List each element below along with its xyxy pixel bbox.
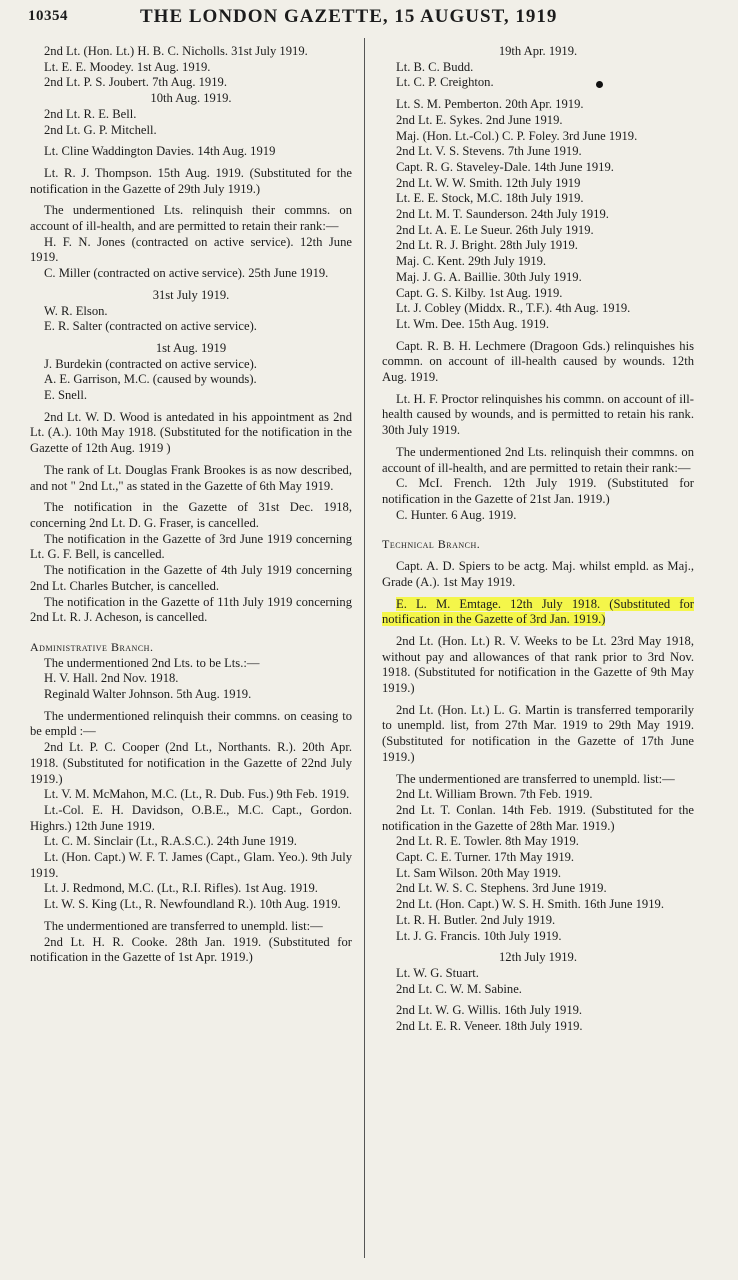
entry: Maj. (Hon. Lt.-Col.) C. P. Foley. 3rd June 1919. (396, 128, 638, 143)
notice: The undermentioned are transferred to unempld. list:— (396, 771, 675, 786)
notice: 2nd Lt. W. D. Wood is antedated in his appointment as 2nd Lt. (A.). 10th May 1918. (Substituted for the notification in the Gazette of 12th Aug. 1919 ) (30, 409, 352, 456)
notice: The notification in the Gazette of 31st Dec. 1918, concerning 2nd Lt. D. G. Fraser, is cancelled. (30, 500, 352, 530)
entry: Lt. J. G. Francis. 10th July 1919. (396, 928, 562, 943)
entry: Lt. E. E. Stock, M.C. 18th July 1919. (396, 191, 584, 206)
notice: The undermentioned 2nd Lts. to be Lts.:— (44, 655, 260, 670)
entry: 2nd Lt. A. E. Le Sueur. 26th July 1919. (396, 222, 594, 237)
entry: C. Hunter. 6 Aug. 1919. (396, 507, 517, 522)
entry: Lt. C. M. Sinclair (Lt., R.A.S.C.). 24th June 1919. (44, 834, 297, 849)
entry: H. V. Hall. 2nd Nov. 1918. (44, 671, 179, 686)
entry: 2nd Lt. H. R. Cooke. 28th Jan. 1919. (Substituted for notification in the Gazette of 1st Apr. 1919.) (30, 934, 352, 965)
date-heading: 12th July 1919. (498, 950, 578, 965)
entry: W. R. Elson. (44, 303, 108, 318)
notice: The notification in the Gazette of 11th July 1919 concerning 2nd Lt. R. J. Acheson, is cancelled. (30, 594, 352, 625)
page-header (0, 4, 738, 30)
notice: The undermentioned Lts. relinquish their commns. on account of ill-health, and are permitted to retain their rank:— (30, 203, 352, 234)
entry: 2nd Lt. R. E. Bell. (44, 106, 137, 121)
entry: 2nd Lt. E. R. Veneer. 18th July 1919. (396, 1019, 583, 1034)
entry: Lt. V. M. McMahon, M.C. (Lt., R. Dub. Fus.) 9th Feb. 1919. (44, 787, 350, 802)
entry: Lt. Wm. Dee. 15th Aug. 1919. (396, 316, 549, 331)
entry: Capt. A. D. Spiers to be actg. Maj. whilst empld. as Maj., Grade (A.). 1st May 1919. (382, 559, 694, 589)
entry: Capt. R. G. Staveley-Dale. 14th June 1919. (396, 159, 614, 174)
date-heading: 1st Aug. 1919 (155, 340, 227, 355)
entry: A. E. Garrison, M.C. (caused by wounds). (44, 372, 257, 387)
notice: Lt. H. F. Proctor relinquishes his commn. on account of ill-health caused by wounds, and is permitted to retain his rank. 30th July 1919. (382, 391, 694, 438)
right-column (382, 44, 694, 1035)
section-heading-administrative: Administrative Branch. (30, 639, 154, 654)
entry: 2nd Lt. P. C. Cooper (2nd Lt., Northants. R.). 20th Apr. 1918. (Substituted for notification in the Gazette of 22nd July 1919.) (30, 740, 352, 786)
entry: 2nd Lt. P. S. Joubert. 7th Aug. 1919. (44, 75, 227, 90)
entry: Lt.-Col. E. H. Davidson, O.B.E., M.C. Capt., Gordon. Highrs.) 12th June 1919. (30, 802, 352, 833)
entry: 2nd Lt. E. Sykes. 2nd June 1919. (396, 112, 563, 127)
notice: The notification in the Gazette of 4th July 1919 concerning 2nd Lt. Charles Butcher, is cancelled. (30, 563, 352, 593)
section-heading-technical: Technical Branch. (382, 537, 481, 552)
notice: The undermentioned 2nd Lts. relinquish their commns. on account of ill-health, and are permitted to retain their rank:— (382, 444, 694, 475)
entry: Capt. G. S. Kilby. 1st Aug. 1919. (396, 285, 563, 300)
entry: 2nd Lt. (Hon. Lt.) L. G. Martin is transferred temporarily to unempld. list, from 27th Mar. 1919 to 29th May 1919. (Substituted for notification in the Gazette of 17th June 1919.) (382, 702, 694, 764)
column-divider (364, 38, 365, 1258)
notice: The notification in the Gazette of 3rd June 1919 concerning Lt. G. F. Bell, is cancelled. (30, 531, 352, 562)
entry: 2nd Lt. R. E. Towler. 8th May 1919. (396, 834, 579, 849)
notice: The undermentioned relinquish their commns. on ceasing to be empld :— (30, 708, 352, 739)
entry-highlighted (382, 597, 694, 628)
date-heading: 10th Aug. 1919. (150, 91, 232, 106)
entry: Lt. Cline Waddington Davies. 14th Aug. 1919 (44, 144, 276, 159)
highlighter-mark: E. L. M. Emtage. 12th July 1918. (Substituted for notification in the Gazette of 3rd Jan. 1919.) (382, 596, 694, 627)
entry: H. F. N. Jones (contracted on active service). 12th June 1919. (30, 234, 352, 265)
entry: 2nd Lt. T. Conlan. 14th Feb. 1919. (Substituted for the notification in the Gazette of 28th Mar. 1919.) (382, 802, 694, 833)
page-title: THE LONDON GAZETTE, 15 AUGUST, 1919 (140, 6, 558, 27)
page-number: 10354 (28, 8, 68, 24)
entry: Lt. Sam Wilson. 20th May 1919. (396, 865, 562, 880)
entry: C. Miller (contracted on active service). 25th June 1919. (44, 266, 329, 281)
entry: Lt. W. G. Stuart. (396, 965, 479, 980)
entry: 2nd Lt. G. P. Mitchell. (44, 122, 157, 137)
date-heading: 19th Apr. 1919. (498, 44, 578, 58)
entry: Capt. C. E. Turner. 17th May 1919. (396, 850, 575, 865)
entry: 2nd Lt. W. G. Willis. 16th July 1919. (396, 1003, 583, 1018)
entry: Lt. R. H. Butler. 2nd July 1919. (396, 912, 556, 927)
entry: Lt. B. C. Budd. (396, 59, 474, 74)
entry: 2nd Lt. (Hon. Lt.) R. V. Weeks to be Lt. 23rd May 1918, without pay and allowances of that rank prior to 3rd Nov. 1918. (Substituted for notification in the Gazette of 9th May 1919.) (382, 633, 694, 696)
entry: Lt. J. Redmond, M.C. (Lt., R.I. Rifles). 1st Aug. 1919. (44, 881, 318, 896)
entry: 2nd Lt. W. S. C. Stephens. 3rd June 1919. (396, 881, 607, 896)
entry: 2nd Lt. William Brown. 7th Feb. 1919. (396, 787, 593, 802)
left-column (30, 44, 352, 966)
entry: 2nd Lt. (Hon. Capt.) W. S. H. Smith. 16th June 1919. (396, 897, 664, 912)
date-heading: 31st July 1919. (152, 287, 230, 302)
entry: Maj. J. G. A. Baillie. 30th July 1919. (396, 269, 582, 284)
entry: Lt. J. Cobley (Middx. R., T.F.). 4th Aug. 1919. (396, 301, 631, 316)
entry: E. R. Salter (contracted on active service). (44, 319, 257, 334)
entry: 2nd Lt. (Hon. Lt.) H. B. C. Nicholls. 31st July 1919. (44, 44, 308, 58)
entry: Lt. R. J. Thompson. 15th Aug. 1919. (Substituted for the notification in the Gazette of 29th July 1919.) (30, 165, 352, 196)
notice: The rank of Lt. Douglas Frank Brookes is as now described, and not " 2nd Lt.," as stated in the Gazette of 6th May 1919. (30, 462, 352, 493)
entry: 2nd Lt. M. T. Saunderson. 24th July 1919. (396, 207, 609, 222)
notice: Capt. R. B. H. Lechmere (Dragoon Gds.) relinquishes his commn. on account of ill-health caused by wounds. 12th Aug. 1919. (382, 338, 694, 385)
entry: Lt. W. S. King (Lt., R. Newfoundland R.). 10th Aug. 1919. (44, 897, 341, 912)
entry: Lt. C. P. Creighton. (396, 75, 494, 90)
entry: Reginald Walter Johnson. 5th Aug. 1919. (44, 687, 252, 702)
entry: 2nd Lt. V. S. Stevens. 7th June 1919. (396, 144, 582, 159)
entry: Lt. (Hon. Capt.) W. F. T. James (Capt., Glam. Yeo.). 9th July 1919. (30, 850, 352, 880)
entry: Lt. S. M. Pemberton. 20th Apr. 1919. (396, 97, 584, 112)
entry: 2nd Lt. R. J. Bright. 28th July 1919. (396, 238, 578, 253)
entry: C. McI. French. 12th July 1919. (Substituted for notification in the Gazette of 21st Jan. 1919.) (382, 476, 694, 506)
entry: Lt. E. E. Moodey. 1st Aug. 1919. (44, 59, 211, 74)
entry: 2nd Lt. C. W. M. Sabine. (396, 981, 522, 996)
entry: J. Burdekin (contracted on active service). (44, 356, 257, 371)
entry: E. Snell. (44, 388, 88, 403)
entry: Maj. C. Kent. 29th July 1919. (396, 254, 547, 269)
entry: 2nd Lt. W. W. Smith. 12th July 1919 (396, 175, 581, 190)
notice: The undermentioned are transferred to unempld. list:— (44, 918, 323, 933)
